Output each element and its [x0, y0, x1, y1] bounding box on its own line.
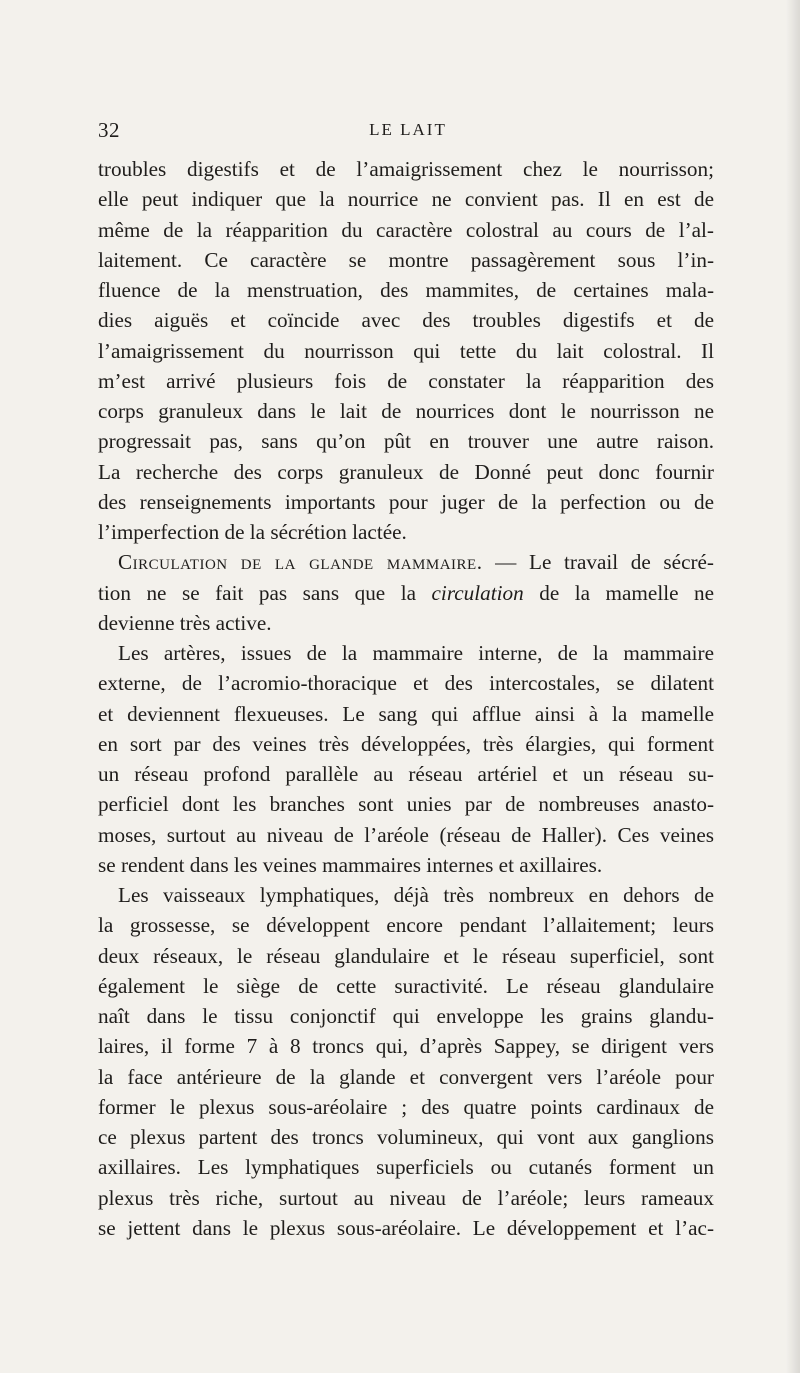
text-line: naît dans le tissu conjonctif qui enveloppe les grains glandu-	[98, 1004, 714, 1028]
text-line: externe, de l’acromio-thoracique et des intercostales, se dilatent	[98, 671, 714, 696]
text-line: se jettent dans le plexus sous-aréolaire. Le développement et l’ac-	[98, 1215, 714, 1240]
emphasis-term: circulation	[431, 580, 524, 605]
text-line: devienne très active.	[98, 610, 272, 635]
page-header	[98, 118, 718, 142]
running-title: LE LAIT	[369, 120, 447, 139]
text-line: fluence de la menstruation, des mammites, de certaines mala-	[98, 278, 714, 302]
text-line: moses, surtout au niveau de l’aréole (réseau de Haller). Ces veines	[98, 822, 714, 847]
text-line: laitement. Ce caractère se montre passagèrement sous l’in-	[98, 247, 714, 272]
text-line: plexus très riche, surtout au niveau de l’aréole; leurs rameaux	[98, 1185, 714, 1210]
section-second-line	[98, 578, 714, 608]
text-line: l’imperfection de la sécrétion lactée.	[98, 520, 407, 544]
text-line: en sort par des veines très développées, très élargies, qui forment	[98, 731, 714, 756]
paragraph-3	[98, 880, 714, 1243]
text-line: la grossesse, se développent encore pendant l’allaitement; leurs	[98, 913, 714, 938]
text-line: former le plexus sous-aréolaire ; des quatre points cardinaux de	[98, 1094, 714, 1119]
text-line: se rendent dans les veines mammaires internes et axillaires.	[98, 852, 603, 877]
text-fragment: tion ne se fait pas sans que la	[98, 580, 432, 605]
text-line: même de la réapparition du caractère colostral au cours de l’al-	[98, 217, 714, 242]
text-line: progressait pas, sans qu’on pût en trouver une autre raison.	[98, 429, 714, 454]
text-line: Les vaisseaux lymphatiques, déjà très nombreux en dehors de	[118, 883, 714, 907]
text-fragment: de la mamelle ne	[523, 580, 714, 605]
text-line: un réseau profond parallèle au réseau artériel et un réseau su-	[98, 762, 714, 786]
text-line: La recherche des corps granuleux de Donné peut donc fournir	[98, 459, 714, 484]
page-edge-shadow	[786, 0, 800, 1373]
body-text	[98, 154, 714, 1243]
text-line: elle peut indiquer que la nourrice ne convient pas. Il en est de	[98, 187, 714, 212]
text-line: perficiel dont les branches sont unies par de nombreuses anasto-	[98, 792, 714, 817]
text-line: dies aiguës et coïncide avec des troubles digestifs et de	[98, 308, 714, 333]
text-line: m’est arrivé plusieurs fois de constater la réapparition des	[98, 368, 714, 393]
paragraph-1	[98, 154, 714, 547]
text-line: troubles digestifs et de l’amaigrissement chez le nourrisson;	[98, 157, 714, 181]
text-line: axillaires. Les lymphatiques superficiels ou cutanés forment un	[98, 1155, 714, 1180]
section-heading-rest: — Le travail de sécré-	[482, 550, 714, 575]
page-number: 32	[98, 118, 120, 142]
paragraph-2	[98, 638, 714, 880]
section-heading: Circulation de la glande mammaire.	[118, 550, 483, 575]
section-first-line	[98, 547, 714, 577]
text-line: deux réseaux, le réseau glandulaire et le réseau superficiel, sont	[98, 943, 714, 968]
text-line: corps granuleux dans le lait de nourrices dont le nourrisson ne	[98, 399, 714, 423]
text-line: ce plexus partent des troncs volumineux, qui vont aux ganglions	[98, 1125, 714, 1149]
text-line: et deviennent flexueuses. Le sang qui afflue ainsi à la mamelle	[98, 701, 714, 726]
section-circulation	[98, 547, 714, 638]
text-line: la face antérieure de la glande et convergent vers l’aréole pour	[98, 1064, 714, 1089]
text-line: laires, il forme 7 à 8 troncs qui, d’après Sappey, se dirigent vers	[98, 1034, 714, 1059]
text-line: Les artères, issues de la mammaire interne, de la mammaire	[118, 641, 714, 665]
text-line: l’amaigrissement du nourrisson qui tette du lait colostral. Il	[98, 338, 714, 363]
text-line: des renseignements importants pour juger de la perfection ou de	[98, 489, 714, 514]
text-line: également le siège de cette suractivité. Le réseau glandulaire	[98, 973, 714, 998]
